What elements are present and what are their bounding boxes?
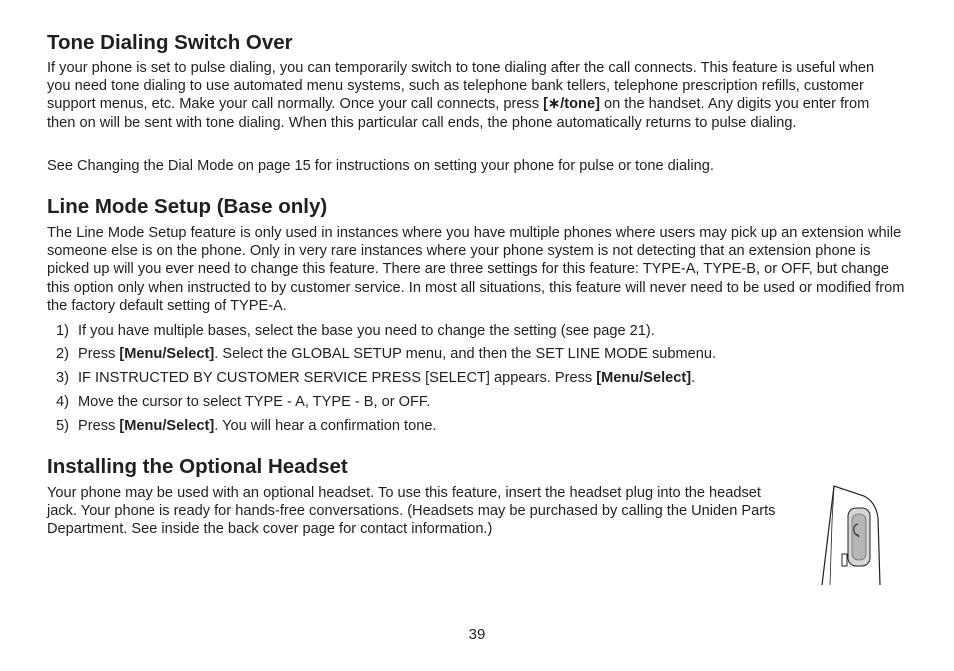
dial-mode-reference: See Changing the Dial Mode on page 15 for instructions on setting your phone for pulse or tone dialing. (47, 158, 714, 174)
tone-dialing-paragraph: If your phone is set to pulse dialing, you can temporarily switch to tone dialing after the call connects. This feature is useful when you need tone dialing to use automated menu systems, such as telephone bank tellers, telephone prescription refills, customer support menus, etc. Make your call normally. Once your call connects, press [∗/tone] on the handset. Any digits you enter from then on will be sent with tone dialing. When this particular call ends, the phone automatically returns to pulse dialing. (47, 60, 875, 131)
list-item: 4) Move the cursor to select TYPE - A, TYPE - B, or OFF. (56, 394, 431, 410)
list-item: 3) IF INSTRUCTED BY CUSTOMER SERVICE PRESS [SELECT] appears. Press [Menu/Select]. (56, 370, 696, 386)
section-heading-line-mode: Line Mode Setup (Base only) (47, 195, 328, 218)
list-item: 2) Press [Menu/Select]. Select the GLOBAL SETUP menu, and then the SET LINE MODE submenu. (56, 346, 717, 362)
menu-select-key-label: [Menu/Select] (119, 346, 215, 362)
headset-paragraph: Your phone may be used with an optional headset. To use this feature, insert the headset plug into the headset jack. Your phone is ready for hands-free conversations. (Headsets may be purchased by calling the Uniden Parts Department. See inside the back cover page for contact information.) (47, 485, 776, 538)
list-item: 5) Press [Menu/Select]. You will hear a confirmation tone. (56, 418, 437, 434)
tone-key-label: [∗/tone] (543, 96, 600, 113)
handset-headset-jack-icon (812, 478, 892, 586)
menu-select-key-label: [Menu/Select] (119, 418, 215, 434)
line-mode-paragraph: The Line Mode Setup feature is only used in instances where you have multiple phones where users may pick up an extension while someone else is on the phone. Only in very rare instances where your phone system is not detecting that an extension phone is picked up will you ever need to change this feature. There are three settings for this feature: TYPE-A, TYPE-B, or OFF, but change this option only when instructed to by customer service. In most all situations, this feature will never need to be used or modified from the factory default setting of TYPE-A. (47, 225, 905, 314)
page-number: 39 (468, 626, 486, 643)
section-heading-tone-dialing: Tone Dialing Switch Over (47, 31, 293, 54)
list-item: 1) If you have multiple bases, select the base you need to change the setting (see page 21). (56, 323, 655, 339)
menu-select-key-label: [Menu/Select] (596, 370, 692, 386)
section-heading-headset: Installing the Optional Headset (47, 455, 348, 478)
